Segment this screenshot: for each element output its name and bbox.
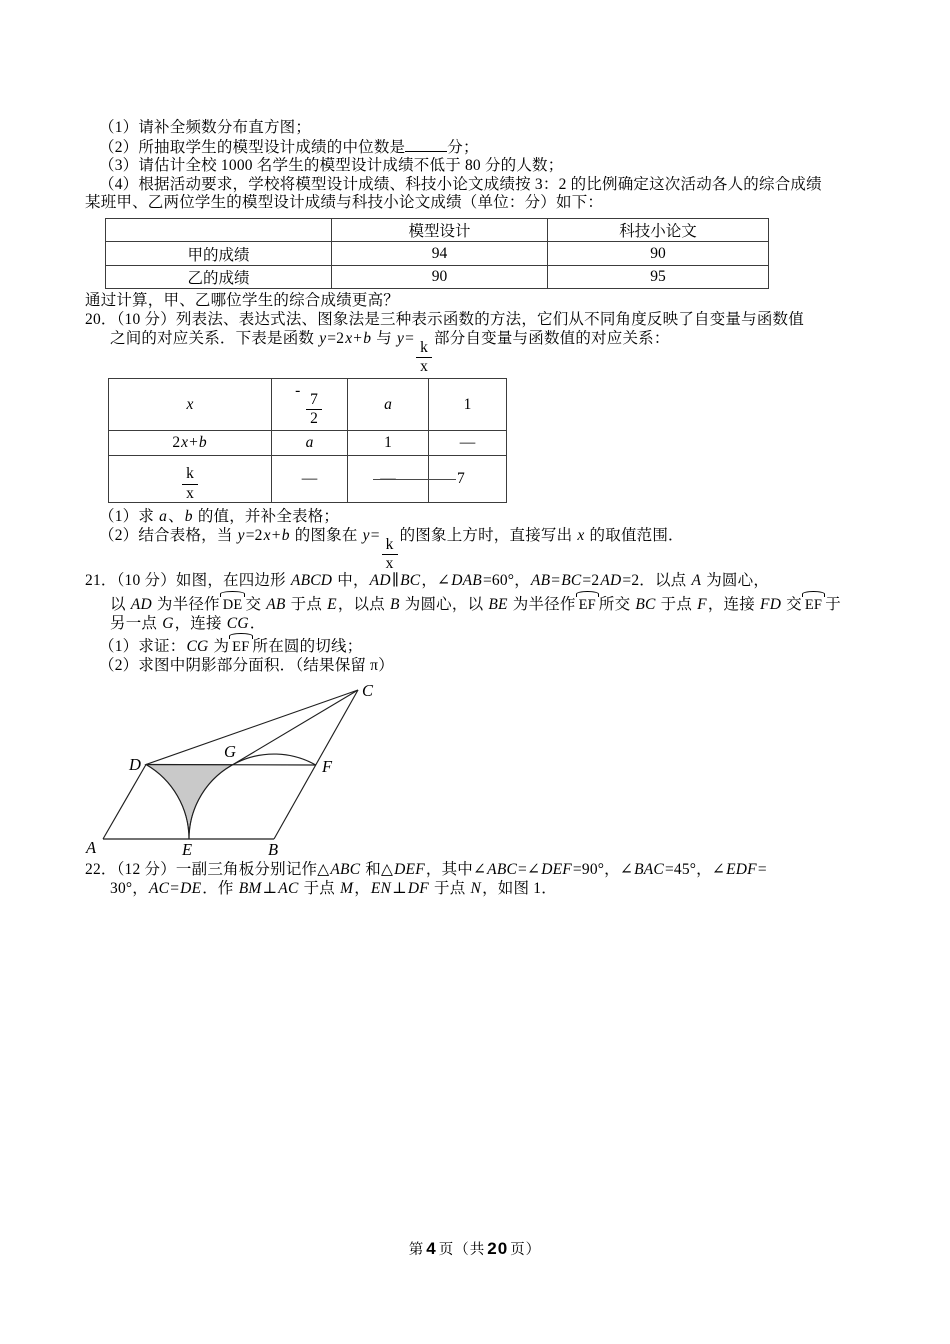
score-table-row-yi bbox=[106, 265, 769, 289]
math-var: BC bbox=[561, 572, 582, 590]
math-var: AB bbox=[530, 572, 551, 590]
math-var: y bbox=[237, 526, 245, 544]
function-table bbox=[108, 378, 507, 503]
label-E: E bbox=[182, 840, 193, 858]
q19-sub4: （4）根据活动要求，学校将模型设计成绩、科技小论文成绩按 3：2 的比例确定这次活动各人的综合成绩 bbox=[99, 175, 822, 193]
q19-sub2: （2）所抽取学生的模型设计成绩的中位数是 分； bbox=[99, 138, 479, 156]
func-cell bbox=[109, 456, 272, 503]
q21-stem-cont1: 以 AD 为半径作 DE 交 AB 于点 E，以点 B 为圆心，以 BE 为半径作 EF 所交 BC 于点 F，连接 FD 交 EF 于 bbox=[85, 591, 895, 615]
arc-notation: EF bbox=[576, 591, 599, 615]
label-F: F bbox=[322, 757, 333, 777]
math-var: G bbox=[162, 614, 174, 632]
q22-stem: 22．（12 分）一副三角板分别记作△ABC 和△DEF，其中∠ABC=∠DEF=90°，∠BAC=45°，∠EDF= bbox=[85, 861, 767, 879]
func-row-x bbox=[109, 379, 507, 431]
math-var: CG bbox=[186, 638, 209, 656]
page-footer bbox=[0, 1238, 950, 1259]
label-A: A bbox=[86, 838, 97, 858]
math-var: F bbox=[697, 595, 707, 613]
math-var: DE bbox=[180, 879, 202, 897]
segment-AD bbox=[103, 765, 146, 840]
math-var: BC bbox=[400, 572, 421, 590]
math-var: a bbox=[305, 434, 314, 452]
math-var: A bbox=[691, 572, 702, 590]
math-var: AB bbox=[266, 595, 286, 613]
segment-DF bbox=[146, 765, 316, 766]
math-var: FD bbox=[760, 595, 782, 613]
q19-question: 通过计算，甲、乙哪位学生的综合成绩更高？ bbox=[85, 292, 400, 310]
math-var: b bbox=[198, 434, 207, 452]
math-var: y bbox=[397, 329, 405, 347]
math-var: x bbox=[345, 329, 353, 347]
cell-value: 90 bbox=[548, 242, 769, 266]
math-var: BAC bbox=[634, 861, 664, 879]
math-var: AD bbox=[600, 572, 622, 590]
arc-notation: EF bbox=[802, 591, 825, 615]
math-var: b bbox=[363, 329, 372, 347]
label-G: G bbox=[224, 742, 236, 762]
math-var: BE bbox=[488, 595, 508, 613]
stray-line-artifact bbox=[373, 479, 456, 480]
fraction: $\frac{k}{x}$ bbox=[182, 466, 198, 502]
func-cell: — bbox=[348, 456, 429, 503]
footer-total-pages: 20 bbox=[487, 1239, 509, 1258]
geometry-figure bbox=[85, 677, 397, 857]
footer-page-number: 4 bbox=[426, 1239, 437, 1258]
math-var: x bbox=[263, 526, 271, 544]
func-cell: 1 bbox=[348, 431, 429, 456]
func-cell bbox=[348, 379, 429, 431]
footer-text: 页） bbox=[510, 1242, 542, 1258]
math-var: ABC bbox=[330, 861, 361, 879]
func-cell: 1 bbox=[429, 379, 507, 431]
footer-text: 页（共 bbox=[438, 1242, 486, 1258]
math-var: x bbox=[181, 434, 189, 452]
math-var: x bbox=[577, 526, 585, 544]
fraction: $\frac{k}{x}$ bbox=[382, 537, 398, 573]
math-var: y bbox=[319, 329, 327, 347]
cell-value: 90 bbox=[332, 265, 548, 289]
q19-sub1: （1）请补全频数分布直方图； bbox=[99, 119, 312, 136]
score-table bbox=[105, 218, 769, 290]
math-var: BC bbox=[635, 595, 656, 613]
q20-sub2: （2）结合表格，当 y=2x+b 的图象在 y= $\frac{k}{x}$ 的图象上方时，直接写出 x 的取值范围． bbox=[99, 526, 684, 573]
math-var: ABC bbox=[487, 861, 518, 879]
q21-stem: 21．（10 分）如图，在四边形 ABCD 中，AD∥BC，∠DAB=60°，AB=BC=2AD=2．以点 A 为圆心， bbox=[85, 572, 770, 590]
math-var: AD bbox=[130, 595, 152, 613]
q20-stem-cont: 之间的对应关系．下表是函数 y=2x+b 与 y= $\frac{k}{x}$ 部分自变量与函数值的对应关系： bbox=[110, 329, 670, 375]
math-var: B bbox=[390, 595, 400, 613]
func-cell bbox=[272, 431, 348, 456]
math-var: EDF bbox=[726, 861, 757, 879]
q21-stem-cont2: 另一点 G，连接 CG． bbox=[110, 614, 266, 632]
math-var: a bbox=[159, 508, 168, 526]
math-var: x bbox=[186, 395, 194, 413]
q22-stem-cont: 30°，AC=DE．作 BM⊥AC 于点 M，EN⊥DF 于点 N，如图 1． bbox=[110, 879, 557, 897]
math-var: DAB bbox=[451, 572, 482, 590]
math-var: AD bbox=[369, 572, 391, 590]
math-var: b bbox=[184, 508, 193, 526]
math-var: M bbox=[340, 879, 354, 897]
label-C: C bbox=[362, 681, 374, 701]
math-var: y bbox=[362, 526, 370, 544]
q21-sub1: （1）求证：CG 为 EF 所在圆的切线； bbox=[85, 633, 895, 657]
footer-text: 第 bbox=[408, 1242, 425, 1258]
q19-sub4-cont: 某班甲、乙两位学生的模型设计成绩与科技小论文成绩（单位：分）如下： bbox=[85, 194, 604, 212]
label-B: B bbox=[268, 840, 279, 858]
q19-sub3: （3）请估计全校 1000 名学生的模型设计成绩不低于 80 分的人数； bbox=[99, 157, 564, 175]
func-cell: — bbox=[429, 431, 507, 456]
arc-notation: EF bbox=[229, 633, 252, 657]
math-var: N bbox=[470, 879, 482, 897]
cell-value: 95 bbox=[548, 265, 769, 289]
func-cell bbox=[109, 379, 272, 431]
q20-stem: 20．（10 分）列表法、表达式法、图象法是三种表示函数的方法，它们从不同角度反映了自变量与函数值 bbox=[85, 311, 804, 329]
q21-sub2: （2）求图中阴影部分面积．（结果保留 π） bbox=[99, 656, 394, 674]
q20-sub1: （1）求 a、b 的值，并补全表格； bbox=[99, 508, 340, 526]
score-table-header-row bbox=[106, 218, 769, 242]
cell-value: 94 bbox=[332, 242, 548, 266]
math-var: DEF bbox=[394, 861, 425, 879]
math-var: AC bbox=[278, 879, 299, 897]
row-label: 乙的成绩 bbox=[106, 265, 332, 289]
score-table-row-jia bbox=[106, 242, 769, 266]
score-header-essay: 科技小论文 bbox=[548, 218, 769, 242]
math-var: DF bbox=[407, 879, 429, 897]
math-var: AC bbox=[149, 879, 170, 897]
math-var: DEF bbox=[541, 861, 572, 879]
blank-underline bbox=[405, 138, 447, 152]
func-cell: - $\frac{7}{2}$ bbox=[272, 379, 348, 431]
fraction: $\frac{7}{2}$ bbox=[306, 392, 322, 428]
page-content bbox=[85, 119, 895, 898]
math-var: CG bbox=[226, 614, 249, 632]
score-header-model-design: 模型设计 bbox=[332, 218, 548, 242]
math-var: ABCD bbox=[290, 572, 333, 590]
label-D: D bbox=[129, 755, 141, 775]
func-cell: — bbox=[272, 456, 348, 503]
math-var: BM bbox=[238, 879, 262, 897]
arc-notation: DE bbox=[220, 591, 246, 615]
score-header-blank bbox=[106, 218, 332, 242]
func-cell: 2x+b bbox=[109, 431, 272, 456]
math-var: E bbox=[327, 595, 337, 613]
fraction: $\frac{k}{x}$ bbox=[416, 340, 432, 376]
func-row-linear bbox=[109, 431, 507, 456]
math-var: a bbox=[384, 395, 392, 413]
math-var: EN bbox=[370, 879, 392, 897]
function-table-wrap bbox=[108, 378, 502, 503]
row-label: 甲的成绩 bbox=[106, 242, 332, 266]
func-cell: 7 bbox=[429, 456, 507, 503]
math-var: b bbox=[281, 526, 290, 544]
